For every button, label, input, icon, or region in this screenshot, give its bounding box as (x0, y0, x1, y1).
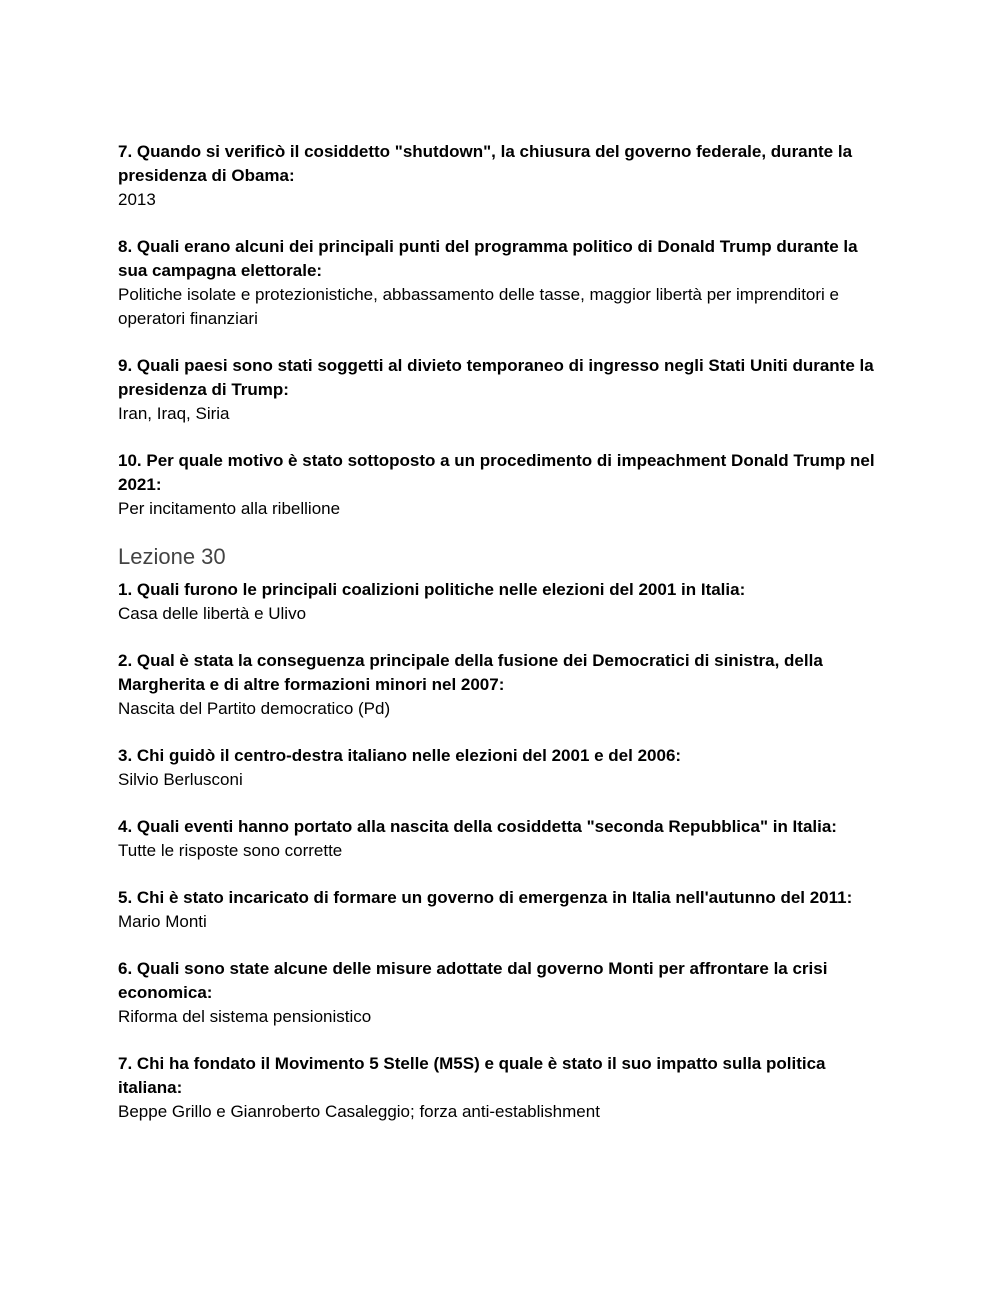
answer: Tutte le risposte sono corrette (118, 841, 343, 860)
question: 1. Quali furono le principali coalizioni politiche nelle elezioni del 2001 in Italia: (118, 580, 746, 599)
qa-item (118, 354, 888, 426)
answer: Iran, Iraq, Siria (118, 404, 230, 423)
answer: Per incitamento alla ribellione (118, 499, 341, 518)
answer: Beppe Grillo e Gianroberto Casaleggio; forza anti-establishment (118, 1102, 600, 1121)
question: 10. Per quale motivo è stato sottoposto a un procedimento di impeachment Donald Trump nel 2021: (118, 451, 875, 494)
qa-item (118, 1052, 888, 1124)
question: 8. Quali erano alcuni dei principali punti del programma politico di Donald Trump durante la sua campagna elettorale: (118, 237, 858, 280)
section-heading: Lezione 30 (118, 544, 226, 569)
answer: Casa delle libertà e Ulivo (118, 604, 307, 623)
question: 7. Chi ha fondato il Movimento 5 Stelle (M5S) e quale è stato il suo impatto sulla politica italiana: (118, 1054, 826, 1097)
qa-item (118, 578, 888, 626)
qa-item (118, 449, 888, 521)
qa-item (118, 235, 888, 331)
qa-item (118, 815, 888, 863)
qa-item (118, 744, 888, 792)
answer: Silvio Berlusconi (118, 770, 243, 789)
question: 9. Quali paesi sono stati soggetti al divieto temporaneo di ingresso negli Stati Uniti durante la presidenza di Trump: (118, 356, 874, 399)
question: 7. Quando si verificò il cosiddetto "shutdown", la chiusura del governo federale, durante la presidenza di Obama: (118, 142, 853, 185)
answer: Mario Monti (118, 912, 207, 931)
question: 4. Quali eventi hanno portato alla nascita della cosiddetta "seconda Repubblica" in Italia: (118, 817, 837, 836)
question: 2. Qual è stata la conseguenza principale della fusione dei Democratici di sinistra, della Margherita e di altre formazioni minori nel 2007: (118, 651, 823, 694)
question: 5. Chi è stato incaricato di formare un governo di emergenza in Italia nell'autunno del 2011: (118, 888, 853, 907)
question: 3. Chi guidò il centro-destra italiano nelle elezioni del 2001 e del 2006: (118, 746, 682, 765)
qa-item (118, 957, 888, 1029)
answer: Politiche isolate e protezionistiche, abbassamento delle tasse, maggior libertà per imprenditori e operatori finanziari (118, 285, 839, 328)
qa-item (118, 140, 888, 212)
document-page (118, 140, 888, 1147)
qa-item (118, 886, 888, 934)
question: 6. Quali sono state alcune delle misure adottate dal governo Monti per affrontare la crisi economica: (118, 959, 828, 1002)
answer: Riforma del sistema pensionistico (118, 1007, 372, 1026)
answer: Nascita del Partito democratico (Pd) (118, 699, 391, 718)
answer: 2013 (118, 190, 156, 209)
qa-item (118, 649, 888, 721)
